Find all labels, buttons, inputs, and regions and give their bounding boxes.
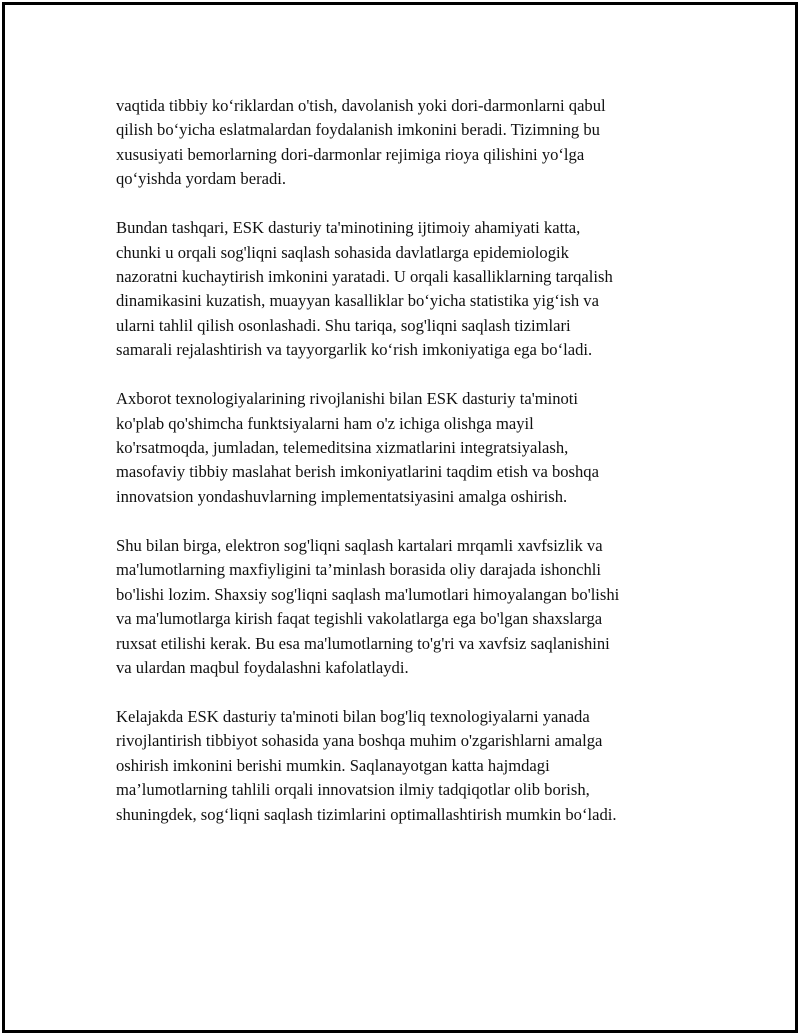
paragraph-4: Shu bilan birga, elektron sog'liqni saqlash kartalari mrqamli xavfsizlik va ma'lumotlarning maxfiyligini ta’minlash borasida oliy darajada ishonchli bo'lishi lozim. Shaxsiy sog'liqni saqlash ma'lumotlari himoyalangan bo'lishi va ma'lumotlarga kirish faqat tegishli vakolatlarga ega bo'lgan shaxslarga ruxsat etilishi kerak. Bu esa ma'lumotlarning to'g'ri va xavfsiz saqlanishini va ulardan maqbul foydalashni kafolatlaydi. bbox=[116, 535, 620, 677]
document-body bbox=[116, 94, 696, 852]
paragraph-1: vaqtida tibbiy ko‘riklardan o'tish, davolanish yoki dori-darmonlarni qabul qilish bo‘yicha eslatmalardan foydalanish imkonini beradi. Tizimning bu xususiyati bemorlarning dori-darmonlar rejimiga rioya qilishini yo‘lga qo‘yishda yordam beradi. bbox=[116, 96, 606, 189]
paragraph-2: Bundan tashqari, ESK dasturiy ta'minotining ijtimoiy ahamiyati katta, chunki u orqali sog'liqni saqlash sohasida davlatlarga epidemiologik nazoratni kuchaytirish imkonini yaratadi. U orqali kasalliklarning tarqalish dinamikasini kuzatish, muayyan kasalliklar bo‘yicha statistika yig‘ish va ularni tahlil qilish osonlashadi. Shu tariqa, sog'liqni saqlash tizimlari samarali rejalashtirish va tayyorgarlik ko‘rish imkoniyatiga ega bo‘ladi. bbox=[116, 218, 613, 360]
paragraph-5: Kelajakda ESK dasturiy ta'minoti bilan bog'liq texnologiyalarni yanada rivojlantirish tibbiyot sohasida yana boshqa muhim o'zgarishlarni amalga oshirish imkonini berishi mumkin. Saqlanayotgan katta hajmdagi ma’lumotlarning tahlili orqali innovatsion ilmiy tadqiqotlar olib borish, shuningdek, sog‘liqni saqlash tizimlarini optimallashtirish mumkin bo‘ladi. bbox=[116, 706, 617, 824]
paragraph-3: Axborot texnologiyalarining rivojlanishi bilan ESK dasturiy ta'minoti ko'plab qo'shimcha funktsiyalarni ham o'z ichiga olishga mayil ko'rsatmoqda, jumladan, telemeditsina xizmatlarini integratsiyalash, masofaviy tibbiy maslahat berish imkoniyatlarini taqdim etish va boshqa innovatsion yondashuvlarning implementatsiyasini amalga oshirish. bbox=[116, 389, 599, 506]
